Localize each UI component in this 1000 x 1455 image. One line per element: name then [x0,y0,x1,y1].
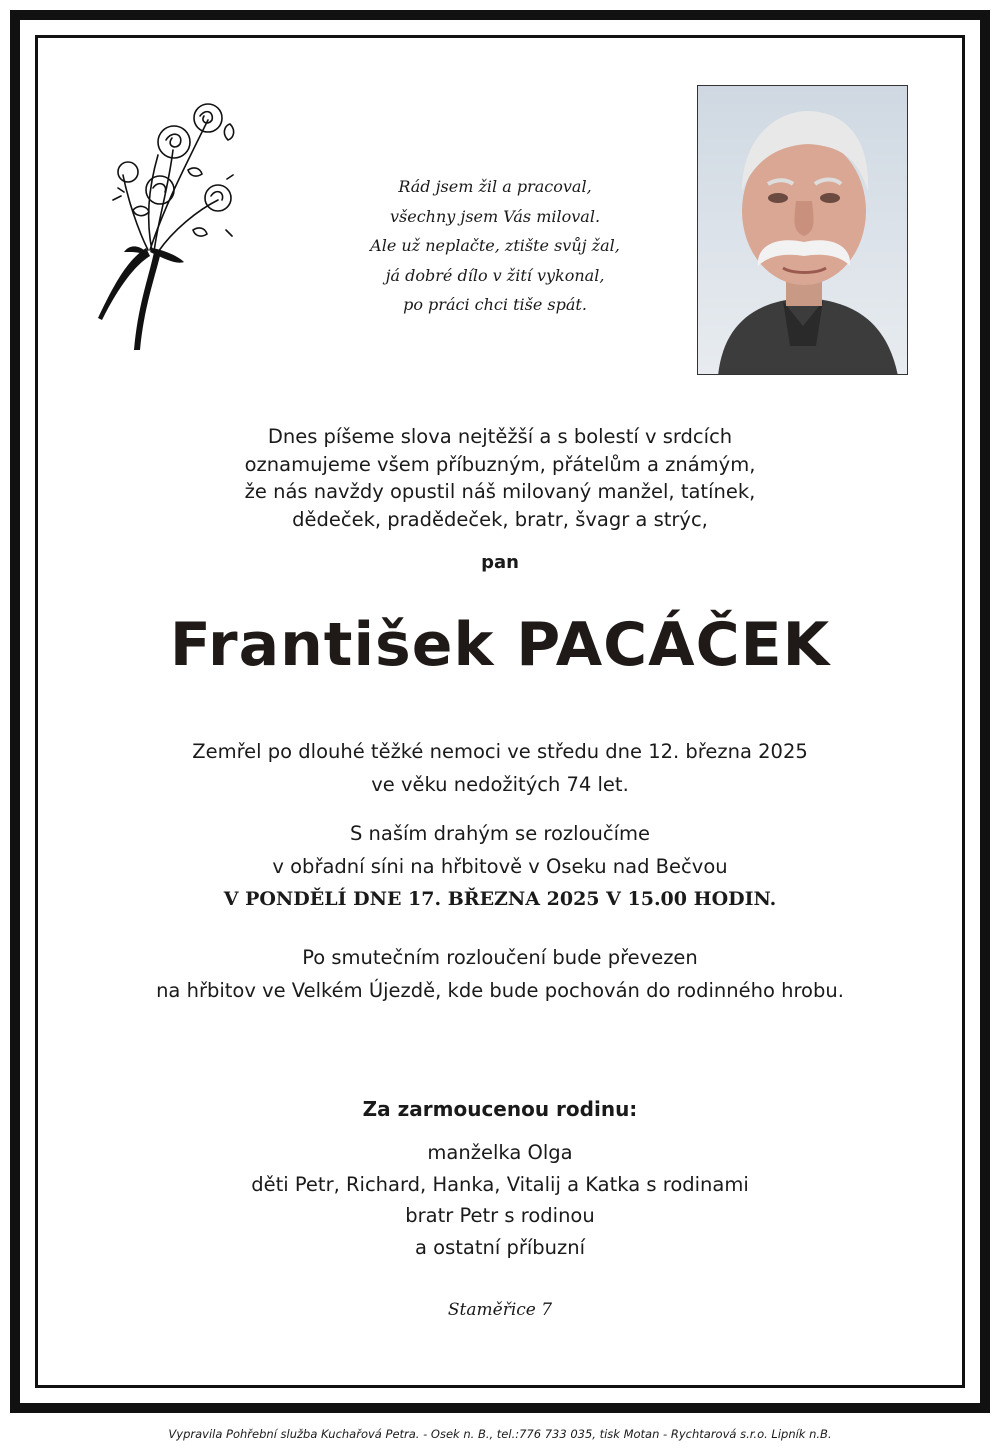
burial-line: na hřbitov ve Velkém Újezdě, kde bude pochován do rodinného hrobu. [156,979,844,1002]
death-info [100,735,900,801]
burial-line: Po smutečním rozloučení bude převezen [302,946,698,969]
roses-bouquet-icon [88,80,238,355]
portrait-illustration [698,86,908,375]
family-member: bratr Petr s rodinou [405,1204,595,1227]
farewell-line: S naším drahým se rozloučíme [349,822,651,845]
poem-line: všechny jsem Vás miloval. [389,206,601,226]
family-title: Za zarmoucenou rodinu: [362,1097,638,1121]
portrait-photo [697,85,908,375]
family-members [150,1137,850,1263]
intro-line: že nás navždy opustil náš milovaný manžel, tatínek, [244,480,756,503]
death-line: ve věku nedožitých 74 let. [371,773,629,796]
poem-line: po práci chci tiše spát. [403,295,587,314]
poem-line: Ale už neplačte, ztište svůj žal, [370,236,620,255]
family-member: a ostatní příbuzní [414,1235,585,1259]
funeral-service-footer: Vypravila Pohřební služba Kuchařová Petra. - Osek n. B., tel.:776 733 035, tisk Motan - Rychtarová s.r.o. Lipník n.B. [168,1427,832,1441]
death-line: Zemřel po dlouhé těžké nemoci ve středu dne 12. března 2025 [192,740,808,763]
intro-line: oznamujeme všem příbuzným, přátelům a známým, [244,452,756,476]
family-member: manželka Olga [427,1141,573,1164]
deceased-name: František PACÁČEK [169,610,831,680]
family-address: Staměřice 7 [447,1300,553,1320]
burial-info [100,941,900,1007]
poem-line: já dobré dílo v žití vykonal, [385,265,605,285]
farewell-datetime: V PONDĚLÍ DNE 17. BŘEZNA 2025 V 15.00 HODIN. [223,888,777,910]
intro-line: Dnes píšeme slova nejtěžší a s bolestí v srdcích [267,425,733,448]
poem [340,172,650,320]
farewell-info [100,817,900,916]
poem-line: Rád jsem žil a pracoval, [398,177,592,196]
salutation: pan [481,552,519,573]
farewell-line: v obřadní síni na hřbitově v Oseku nad Bečvou [272,855,728,878]
intro-line: dědeček, pradědeček, bratr, švagr a strýc, [292,507,708,531]
announcement-intro [150,423,850,533]
family-member: děti Petr, Richard, Hanka, Vitalij a Katka s rodinami [251,1172,749,1196]
